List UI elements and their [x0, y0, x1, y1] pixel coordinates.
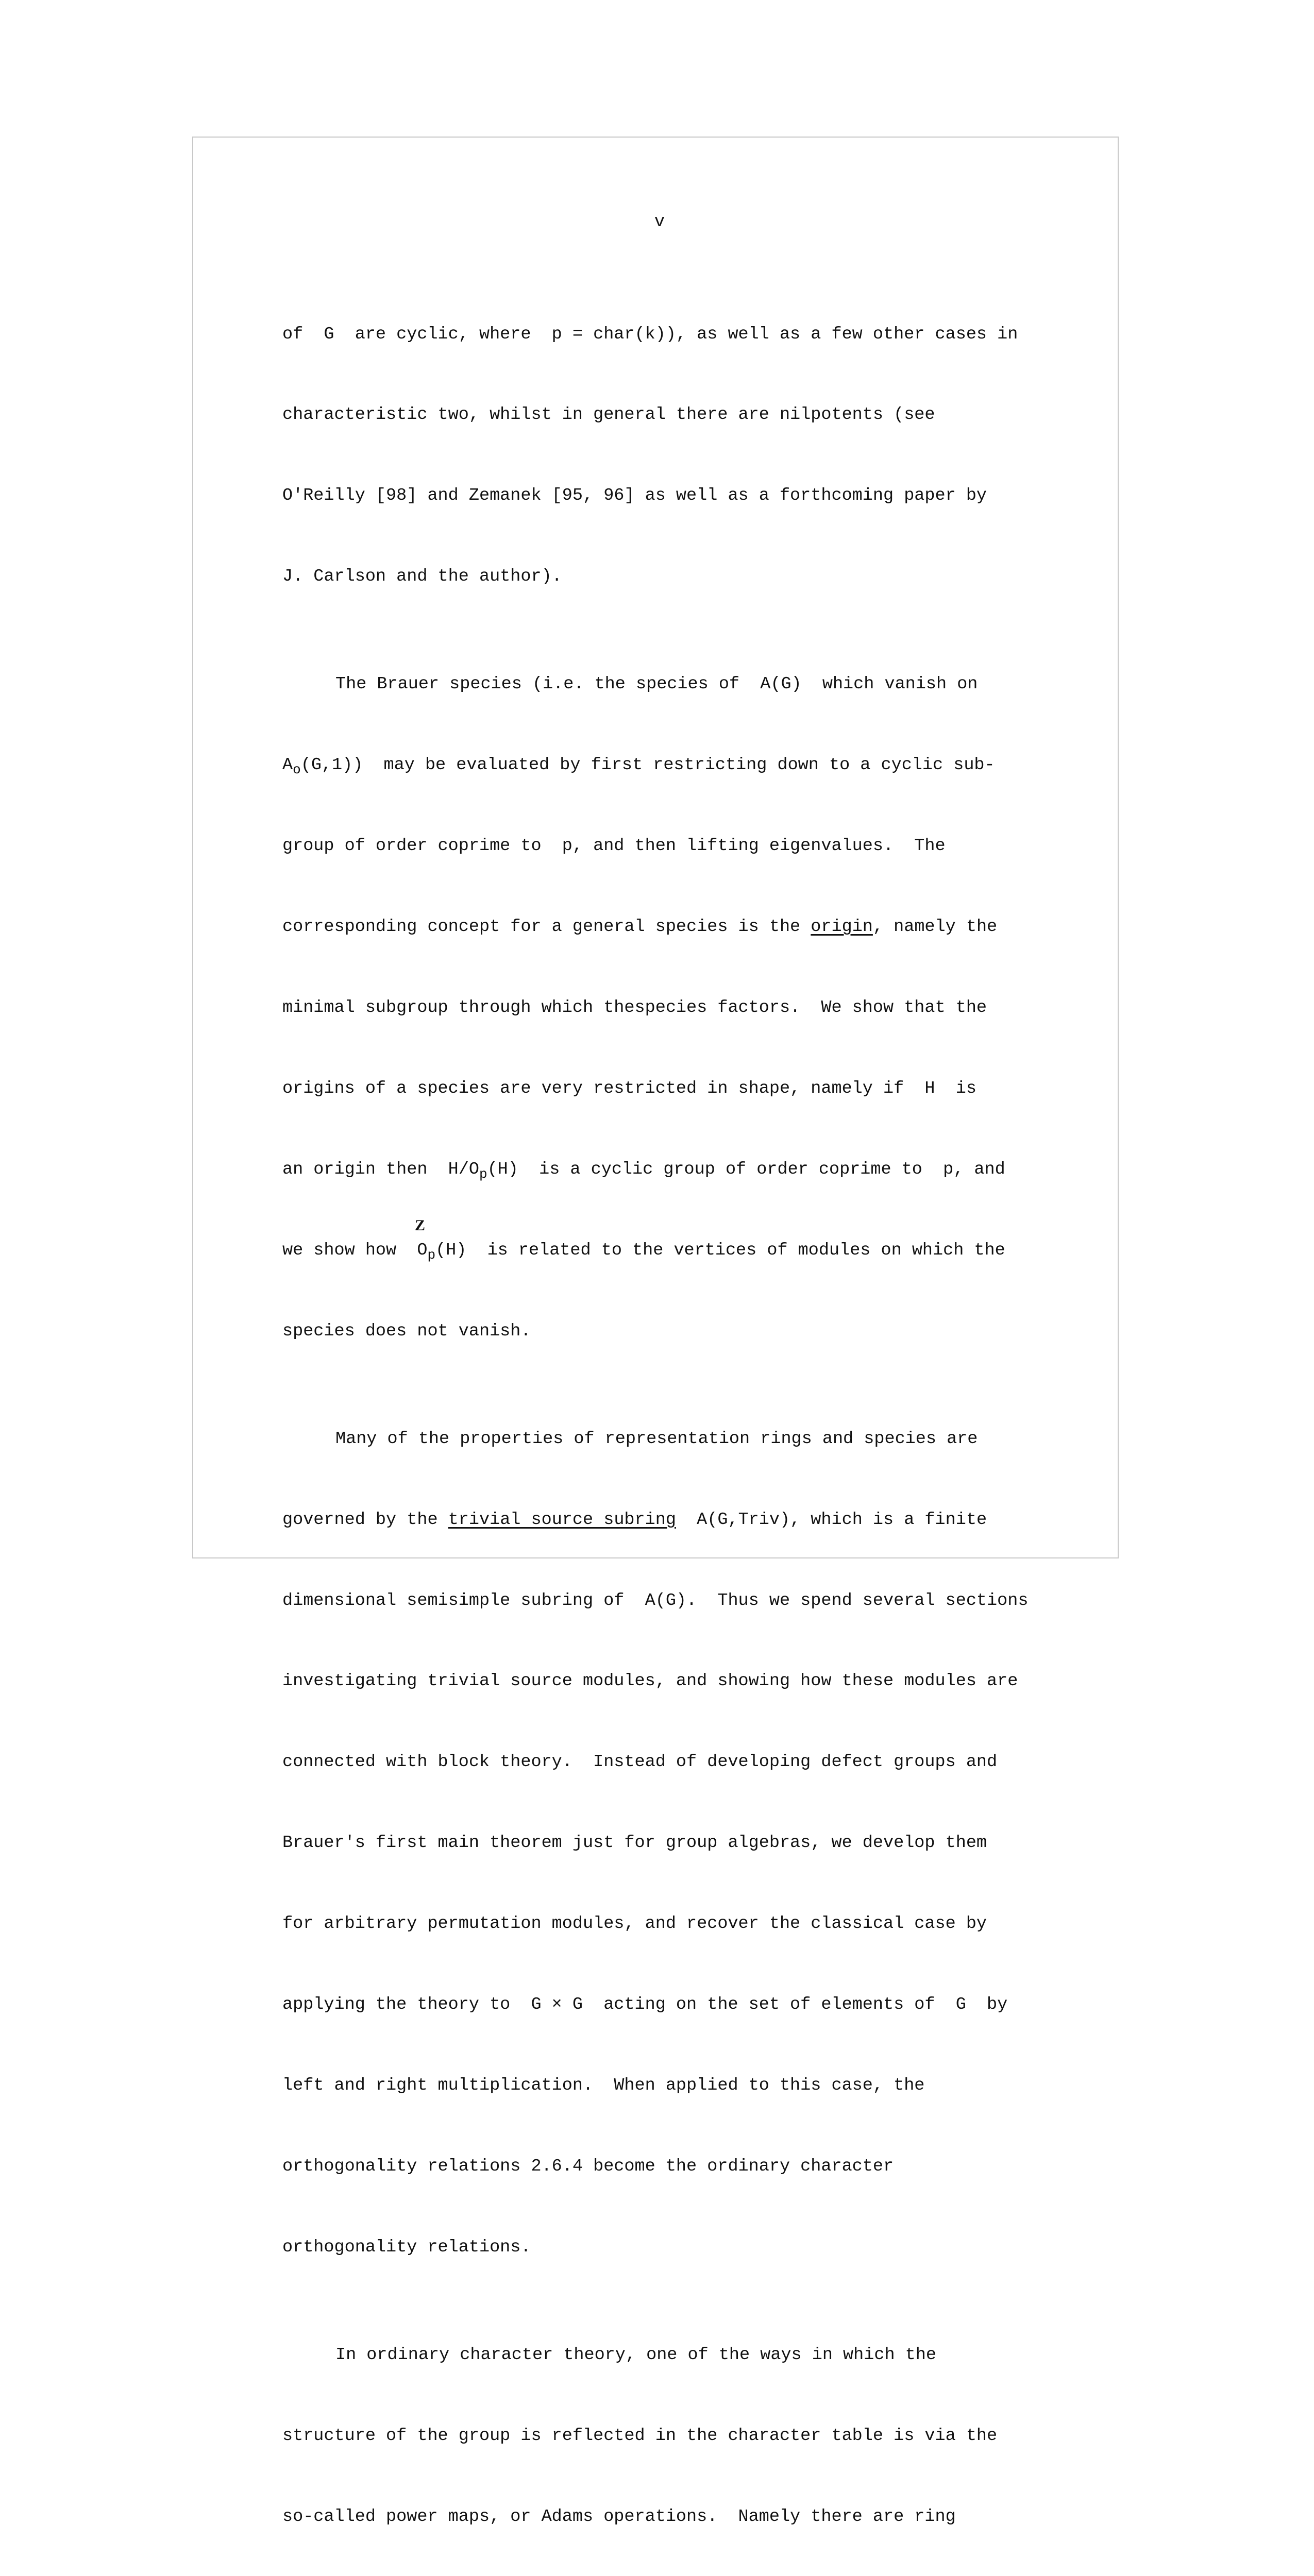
- text-line: structure of the group is reflected in the character table is via the: [282, 2426, 998, 2446]
- text-line: species does not vanish.: [282, 1321, 531, 1341]
- term-origin: origin: [811, 917, 873, 937]
- page-number: v: [654, 212, 665, 232]
- text-line: $A_o(G,1)$) may be evaluated by first restricting down to a cyclic sub-: [282, 755, 995, 778]
- text-line: J. Carlson and the author).: [282, 567, 562, 587]
- text-line: left and right multiplication. When applied to this case, the: [282, 2075, 925, 2095]
- text-line: origins of a species are very restricted in shape, namely if H is: [282, 1078, 976, 1098]
- text-line: corresponding concept for a general species is the origin, namely the: [282, 917, 998, 937]
- text-line: In ordinary character theory, one of the ways in which the: [335, 2345, 936, 2365]
- body-text: [282, 267, 1071, 2576]
- text-line: orthogonality relations.: [282, 2237, 531, 2257]
- text-line: investigating trivial source modules, and showing how these modules are: [282, 1671, 1018, 1691]
- text-line: The Brauer species (i.e. the species of A(G) which vanish on: [335, 674, 978, 694]
- text-line: dimensional semisimple subring of A(G). Thus we spend several sections: [282, 1590, 1029, 1611]
- text-line: O'Reilly [98] and Zemanek [95, 96] as well as a forthcoming paper by: [282, 486, 987, 506]
- text-line: Many of the properties of representation rings and species are: [335, 1429, 978, 1449]
- text-line: we show how $O_p(H)$ is related to the vertices of modules on which the: [282, 1240, 1005, 1263]
- text-line: an origin then $H/O_p(H)$ is a cyclic group of order coprime to p, and: [282, 1159, 1005, 1182]
- text-line: applying the theory to G × G acting on the set of elements of G by: [282, 1995, 1008, 2014]
- text-line: characteristic two, whilst in general there are nilpotents (see: [282, 405, 935, 425]
- text-line: minimal subgroup through which thespecies factors. We show that the: [282, 998, 987, 1018]
- text-line: group of order coprime to p, and then lifting eigenvalues. The: [282, 836, 946, 856]
- text-line: orthogonality relations 2.6.4 become the ordinary character: [282, 2156, 894, 2176]
- text-line: Brauer's first main theorem just for group algebras, we develop them: [282, 1833, 987, 1853]
- text-line: of G are cyclic, where p = char(k)), as well as a few other cases in: [282, 324, 1018, 344]
- term-trivial-source-subring: trivial source subring: [448, 1510, 676, 1530]
- text-line: for arbitrary permutation modules, and recover the classical case by: [282, 1914, 987, 1934]
- text-line: governed by the trivial source subring A(G,Triv), which is a finite: [282, 1510, 987, 1530]
- tensor-subscript-z: Z: [415, 1217, 426, 1234]
- text-line: connected with block theory. Instead of developing defect groups and: [282, 1752, 998, 1772]
- text-line: so-called power maps, or Adams operations. Namely there are ring: [282, 2506, 956, 2527]
